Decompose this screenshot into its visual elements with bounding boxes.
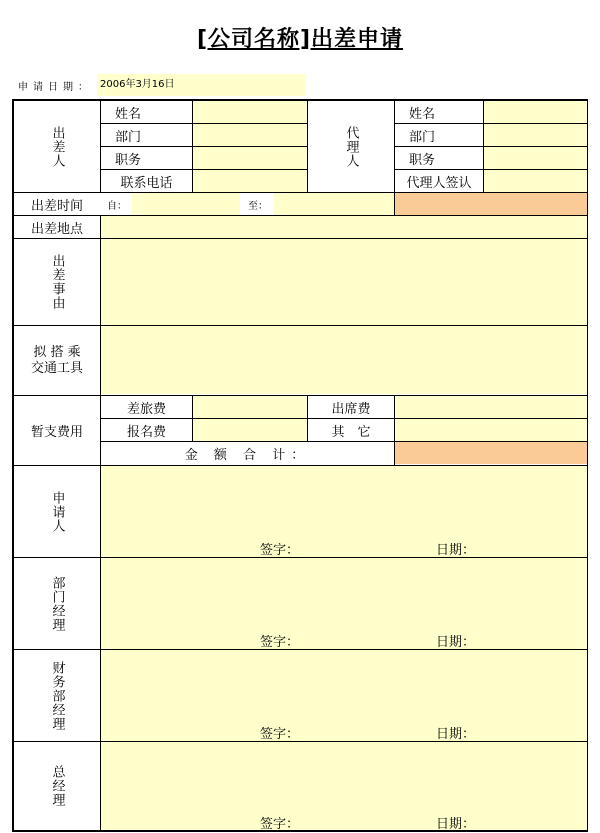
gm-label: 总经理: [49, 765, 65, 807]
agent-name-label: 姓名: [409, 106, 436, 122]
traveler-title-field[interactable]: [193, 147, 307, 170]
traveler-name-label: 姓名: [115, 106, 142, 122]
transport-label: 拟 搭 乘 交通工具: [30, 344, 83, 376]
traveler-header: 出差人: [49, 125, 65, 168]
gm-sign-label: 签字：: [260, 817, 300, 832]
time-to-label: 至：: [248, 200, 268, 212]
applicant-sign-area[interactable]: [100, 466, 588, 557]
time-from-field[interactable]: [132, 193, 240, 215]
other-fee-field[interactable]: [395, 419, 588, 441]
traveler-dept-field[interactable]: [193, 124, 307, 147]
reason-label: 出差事由: [49, 254, 65, 310]
traveler-phone-label: 联系电话: [120, 175, 173, 191]
dept-manager-sign-area[interactable]: [100, 558, 588, 649]
traveler-name-field[interactable]: [193, 101, 307, 124]
time-extra-field[interactable]: [395, 193, 588, 215]
agent-dept-label: 部门: [409, 129, 436, 145]
applicant-sign-label: 签字：: [260, 543, 300, 558]
register-fee-field[interactable]: [193, 419, 307, 441]
travel-time-label: 出差时间: [30, 198, 83, 214]
dept-manager-sign-label: 签字：: [260, 635, 300, 650]
transport-field[interactable]: [100, 326, 588, 394]
traveler-phone-field[interactable]: [193, 170, 307, 192]
apply-date-field[interactable]: 2006年3月16日: [97, 74, 305, 96]
attend-fee-label: 出席费: [331, 401, 371, 417]
place-field[interactable]: [100, 216, 588, 238]
apply-date-label: 申请日期：: [18, 81, 93, 93]
agent-dept-field[interactable]: [484, 124, 588, 147]
finance-manager-label: 财务部经理: [49, 660, 65, 731]
finance-manager-sign-area[interactable]: [100, 650, 588, 741]
agent-sign-label: 代理人签认: [406, 175, 472, 191]
traveler-title-label: 职务: [115, 152, 142, 168]
travel-fee-field[interactable]: [193, 396, 307, 418]
agent-title-field[interactable]: [484, 147, 588, 170]
form-title: [公司名称]出差申请: [196, 27, 404, 52]
attend-fee-field[interactable]: [395, 396, 588, 418]
reason-field[interactable]: [100, 239, 588, 325]
gm-sign-area[interactable]: [100, 742, 588, 832]
other-fee-label: 其 它: [331, 424, 371, 440]
register-fee-label: 报名费: [126, 424, 166, 440]
travel-place-label: 出差地点: [30, 221, 83, 237]
agent-title-label: 职务: [409, 152, 436, 168]
advance-label: 暂支费用: [30, 425, 83, 440]
agent-header: 代理人: [343, 125, 359, 168]
dept-manager-date-label: 日期：: [436, 635, 476, 650]
finance-manager-date-label: 日期：: [436, 727, 476, 742]
agent-sign-field[interactable]: [484, 170, 588, 192]
finance-manager-sign-label: 签字：: [260, 727, 300, 742]
apply-date-row: [18, 74, 305, 96]
dept-manager-label: 部门经理: [49, 575, 65, 632]
time-from-label: 自：: [107, 200, 127, 212]
applicant-date-label: 日期：: [436, 543, 476, 558]
traveler-dept-label: 部门: [115, 129, 142, 145]
travel-request-form: [12, 99, 588, 832]
total-amount-label: 金 额 合 计：: [184, 448, 311, 463]
applicant-label: 申请人: [49, 490, 65, 533]
travel-fee-label: 差旅费: [126, 401, 166, 417]
gm-date-label: 日期：: [436, 817, 476, 832]
agent-name-field[interactable]: [484, 101, 588, 124]
total-amount-field[interactable]: [395, 442, 588, 464]
time-to-field[interactable]: [274, 193, 394, 215]
